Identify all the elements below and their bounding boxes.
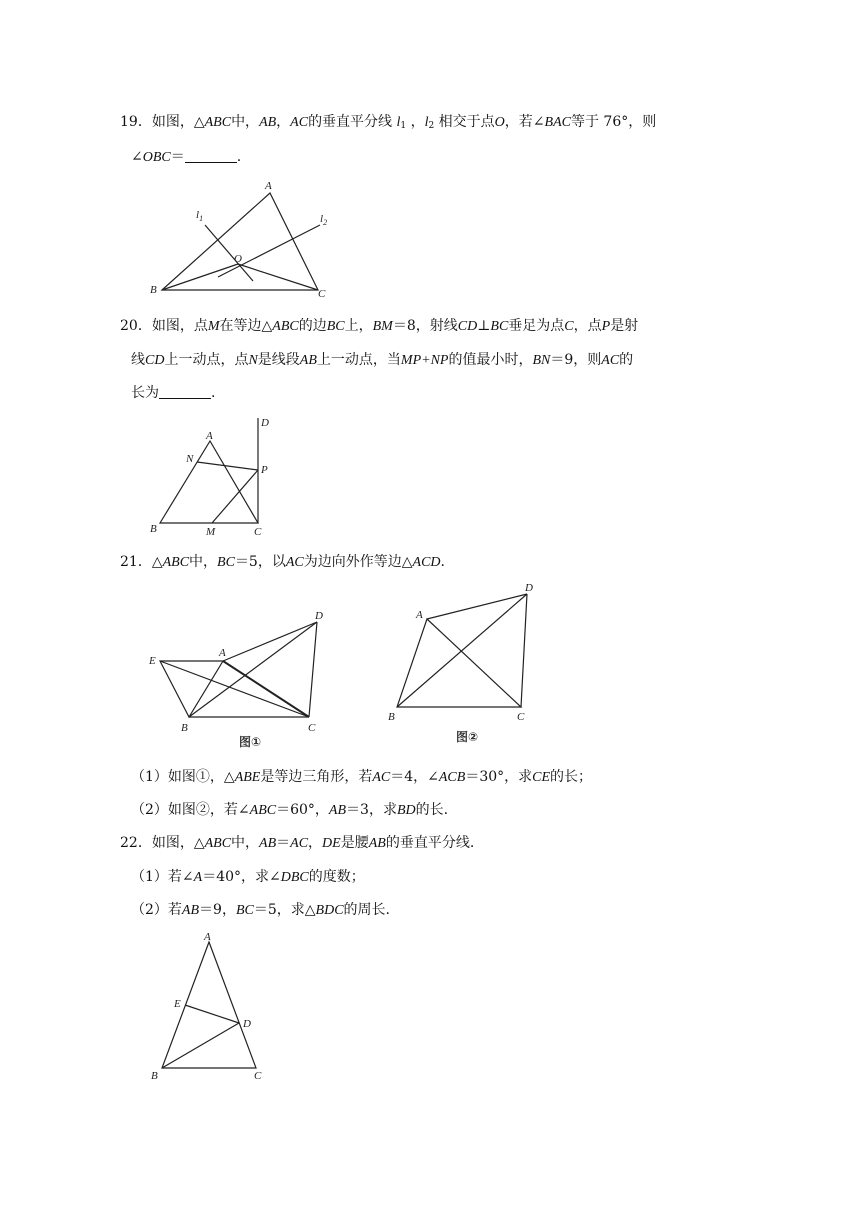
label-d: D bbox=[525, 582, 533, 594]
q21-line1: 21．△ABC中，BC＝5，以AC为边向外作等边△ACD. bbox=[120, 554, 445, 570]
label-b: B bbox=[181, 722, 188, 734]
label-c: C bbox=[254, 1070, 262, 1082]
triangle-abc bbox=[397, 619, 521, 707]
label-m: M bbox=[206, 526, 216, 538]
segment-bd bbox=[189, 622, 317, 717]
label-l2: $l_2$ bbox=[320, 213, 328, 227]
label-c: C bbox=[308, 722, 316, 734]
label-d: D bbox=[243, 1018, 251, 1030]
figure-1-caption: 图① bbox=[239, 735, 262, 749]
q21-figure-1 bbox=[145, 600, 335, 750]
triangle-abc bbox=[162, 193, 318, 290]
label-e: E bbox=[149, 655, 156, 667]
triangle-abe bbox=[160, 661, 223, 717]
q22-part2: （2）若AB＝9，BC＝5，求△BDC的周长. bbox=[131, 902, 390, 918]
label-a: A bbox=[204, 931, 211, 943]
q22-number: 22．如图，△ bbox=[120, 835, 205, 851]
segment-ad bbox=[223, 622, 317, 661]
label-b: B bbox=[151, 1070, 158, 1082]
q21-number: 21．△ bbox=[120, 554, 163, 570]
label-l1: $l_1$ bbox=[196, 209, 204, 223]
label-p: P bbox=[261, 464, 268, 476]
q20-number: 20． bbox=[120, 318, 152, 334]
q22-figure bbox=[145, 928, 275, 1088]
q19-figure bbox=[140, 175, 340, 300]
q22-part1: （1）若∠A＝40°，求∠DBC的度数； bbox=[131, 869, 365, 885]
segment-ob bbox=[162, 264, 238, 290]
line-l2 bbox=[218, 225, 320, 277]
q20-figure bbox=[140, 412, 280, 540]
label-b: B bbox=[388, 711, 395, 723]
segment-np bbox=[197, 462, 258, 470]
segment-dc bbox=[309, 622, 317, 717]
label-b: B bbox=[150, 523, 157, 535]
segment-bd bbox=[162, 1023, 239, 1068]
segment-ed bbox=[185, 1005, 239, 1023]
label-e: E bbox=[174, 998, 181, 1010]
label-a: A bbox=[265, 180, 272, 192]
figure-2-caption: 图② bbox=[456, 730, 479, 744]
segment-dc bbox=[521, 594, 527, 707]
q21-part2: （2）如图②，若∠ABC＝60°，AB＝3，求BD的长. bbox=[131, 802, 449, 818]
q20-line2: 线CD上一动点，点N是线段AB上一动点，当MP+NP的值最小时，BN＝9，则AC的 bbox=[131, 352, 634, 368]
label-c: C bbox=[318, 288, 326, 300]
segment-mp bbox=[212, 470, 258, 523]
q21-figure-2 bbox=[385, 580, 545, 750]
answer-blank-q20[interactable] bbox=[159, 384, 211, 399]
q20-line3: 长为 . bbox=[131, 385, 216, 401]
label-n: N bbox=[186, 453, 194, 465]
triangle-abc bbox=[160, 441, 258, 523]
label-o: O bbox=[234, 253, 242, 265]
answer-blank-q19[interactable] bbox=[185, 148, 237, 163]
q20-line1: 20．如图，点M在等边△ABC的边BC上，BM＝8，射线CD⊥BC垂足为点C，点P是射 bbox=[120, 318, 639, 334]
label-c: C bbox=[254, 526, 262, 538]
label-a: A bbox=[416, 609, 423, 621]
label-a: A bbox=[206, 430, 213, 442]
label-d: D bbox=[261, 417, 269, 429]
label-b: B bbox=[150, 284, 157, 296]
q19-number: 19． bbox=[120, 114, 152, 130]
q19-line1: 19．如图，△ABC中，AB，AC的垂直平分线 l1 ，l2 相交于点O，若∠BAC等于 76°，则 bbox=[120, 114, 657, 131]
q21-part1: （1）如图①，△ABE是等边三角形，若AC＝4，∠ACB＝30°，求CE的长； bbox=[131, 769, 593, 785]
q19-line2: ∠OBC＝ . bbox=[131, 149, 242, 165]
label-c: C bbox=[517, 711, 525, 723]
q22-line1: 22．如图，△ABC中，AB＝AC，DE是腰AB的垂直平分线. bbox=[120, 835, 475, 851]
label-a: A bbox=[219, 647, 226, 659]
label-d: D bbox=[315, 610, 323, 622]
